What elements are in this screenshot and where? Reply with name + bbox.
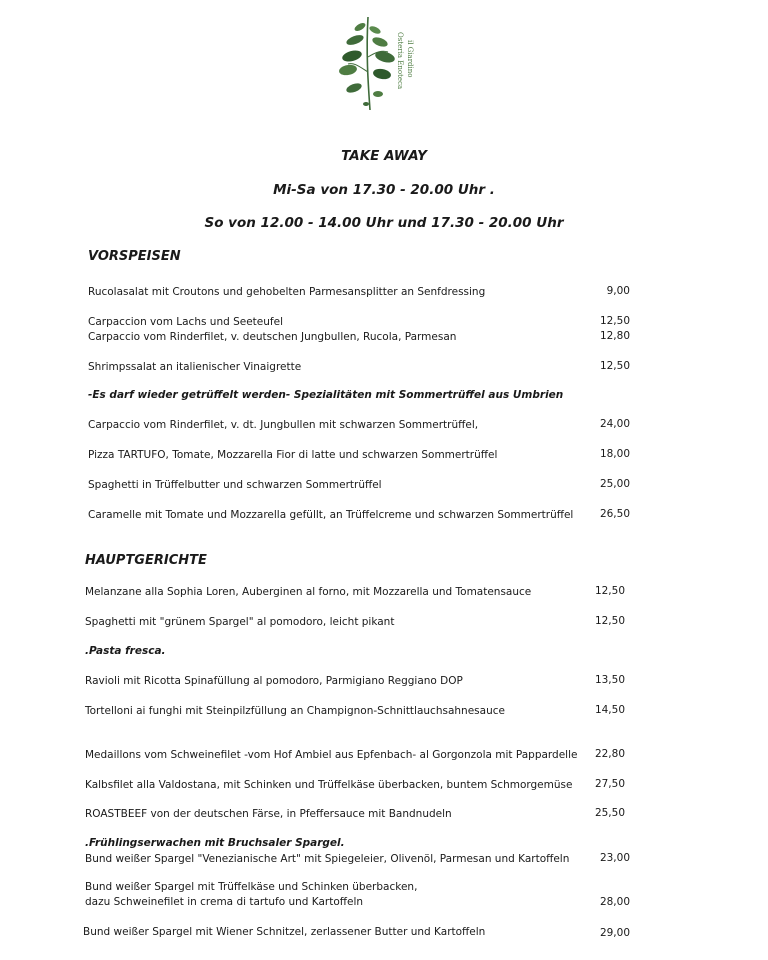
- basil-plant-icon: [330, 12, 420, 112]
- menu-item: Melanzane alla Sophia Loren, Auberginen al forno, mit Mozzarella und Tomatensauce: [85, 586, 532, 598]
- menu-item: Spaghetti mit "grünem Spargel" al pomodoro, leicht pikant: [85, 616, 395, 628]
- menu-item: Shrimpssalat an italienischer Vinaigrette: [88, 361, 302, 373]
- menu-item-price: 12,50: [599, 360, 630, 372]
- opening-hours-weekday: Mi-Sa von 17.30 - 20.00 Uhr .: [273, 182, 495, 198]
- menu-item: Kalbsfilet alla Valdostana, mit Schinken und Trüffelkäse überbacken, buntem Schmorgemüse: [85, 779, 573, 791]
- menu-item: Rucolasalat mit Croutons und gehobelten Parmesansplitter an Senfdressing: [88, 286, 486, 298]
- menu-subheading-pasta: .Pasta fresca.: [85, 645, 166, 657]
- menu-item-price: 27,50: [594, 778, 625, 790]
- menu-item: Medaillons vom Schweinefilet -vom Hof Ambiel aus Epfenbach- al Gorgonzola mit Pappardelle: [85, 749, 578, 761]
- menu-item: ROASTBEEF von der deutschen Färse, in Pfeffersauce mit Bandnudeln: [85, 808, 452, 820]
- menu-item: Carpaccio vom Rinderfilet, v. deutschen Jungbullen, Rucola, Parmesan: [88, 331, 457, 343]
- menu-item-price: 12,50: [594, 585, 625, 597]
- menu-item-price: 13,50: [594, 674, 625, 686]
- menu-item: Tortelloni ai funghi mit Steinpilzfüllung an Champignon-Schnittlauchsahnesauce: [85, 705, 505, 717]
- menu-item: Pizza TARTUFO, Tomate, Mozzarella Fior di latte und schwarzen Sommertrüffel: [88, 449, 498, 461]
- menu-item-price: 28,00: [599, 896, 630, 908]
- menu-item-price: 25,50: [594, 807, 625, 819]
- menu-subheading-truffle: -Es darf wieder getrüffelt werden- Spezialitäten mit Sommertrüffel aus Umbrien: [88, 389, 564, 401]
- menu-item-price: 22,80: [594, 748, 625, 760]
- menu-item: Bund weißer Spargel mit Trüffelkäse und Schinken überbacken,: [85, 881, 418, 893]
- section-heading-vorspeisen: VORSPEISEN: [88, 249, 181, 264]
- menu-title: TAKE AWAY: [341, 148, 427, 164]
- opening-hours-sunday: So von 12.00 - 14.00 Uhr und 17.30 - 20.00 Uhr: [204, 215, 564, 231]
- menu-item-price: 18,00: [599, 448, 630, 460]
- menu-item-price: 14,50: [594, 704, 625, 716]
- menu-item: Carpaccio vom Rinderfilet, v. dt. Jungbullen mit schwarzen Sommertrüffel,: [88, 419, 479, 431]
- section-heading-hauptgerichte: HAUPTGERICHTE: [85, 553, 207, 568]
- menu-item-price: 24,00: [599, 418, 630, 430]
- menu-item: Bund weißer Spargel mit Wiener Schnitzel, zerlassener Butter und Kartoffeln: [83, 926, 486, 938]
- menu-item: Caramelle mit Tomate und Mozzarella gefüllt, an Trüffelcreme und schwarzen Sommertrüffel: [88, 509, 574, 521]
- menu-item-price: 25,00: [599, 478, 630, 490]
- menu-item-price: 9,00: [606, 285, 630, 297]
- menu-item: Ravioli mit Ricotta Spinafüllung al pomodoro, Parmigiano Reggiano DOP: [85, 675, 463, 687]
- menu-item: Bund weißer Spargel "Venezianische Art" mit Spiegeleier, Olivenöl, Parmesan und Kartoffeln: [85, 853, 570, 865]
- logo-text-line1: Osteria Enoteca: [396, 32, 404, 90]
- menu-item-price: 12,50: [594, 615, 625, 627]
- menu-item: Spaghetti in Trüffelbutter und schwarzen Sommertrüffel: [88, 479, 382, 491]
- menu-item-price: 12,50: [599, 315, 630, 327]
- menu-item-price: 23,00: [599, 852, 630, 864]
- menu-item-price: 12,80: [599, 330, 630, 342]
- menu-subheading-spargel: .Frühlingserwachen mit Bruchsaler Spargel.: [85, 837, 345, 849]
- menu-item-price: 26,50: [599, 508, 630, 520]
- menu-item: Carpaccion vom Lachs und Seeteufel: [88, 316, 283, 328]
- menu-item: dazu Schweinefilet in crema di tartufo und Kartoffeln: [85, 896, 364, 908]
- restaurant-logo: [330, 12, 420, 112]
- logo-text-line2: il Giardino: [406, 40, 414, 78]
- menu-item-price: 29,00: [599, 927, 630, 939]
